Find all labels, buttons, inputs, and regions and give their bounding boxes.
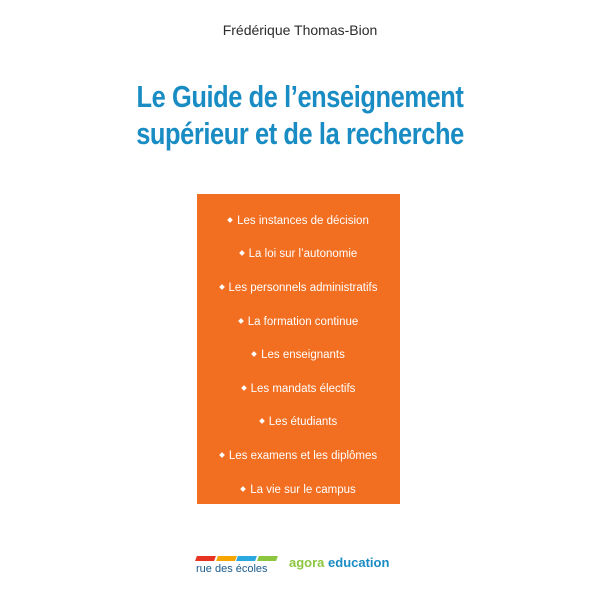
topic-item: [197, 204, 400, 238]
bullet-diamond-icon: [219, 452, 225, 458]
publisher-name: rue des écoles: [196, 563, 268, 575]
topic-label: La loi sur l’autonomie: [248, 248, 358, 261]
topic-item: [197, 372, 400, 406]
topic-item: [197, 305, 400, 339]
topic-label: Les examens et les diplômes: [228, 449, 378, 462]
topic-item: [197, 238, 400, 272]
bullet-diamond-icon: [241, 385, 247, 391]
publisher-logo-rue-des-ecoles: [196, 556, 276, 575]
topic-label: La formation continue: [247, 315, 359, 328]
topics-panel: [197, 194, 400, 504]
topic-item: [197, 439, 400, 473]
color-bars-icon: [196, 556, 276, 561]
topic-label: Les enseignants: [261, 349, 345, 362]
book-title: [54, 78, 546, 152]
color-bar: [236, 556, 256, 561]
bullet-diamond-icon: [238, 318, 244, 324]
topic-label: Les instances de décision: [237, 214, 369, 227]
publisher-word-education: education: [328, 555, 390, 570]
topic-label: Les étudiants: [268, 416, 338, 429]
topic-label: Les mandats électifs: [250, 382, 356, 395]
bullet-diamond-icon: [259, 419, 265, 425]
title-line-1: Le Guide de l’enseignement: [136, 79, 464, 114]
bullet-diamond-icon: [251, 351, 257, 357]
bullet-diamond-icon: [239, 251, 245, 257]
title-line-2: supérieur et de la recherche: [136, 116, 464, 151]
color-bar: [195, 556, 215, 561]
bullet-diamond-icon: [227, 217, 233, 223]
topic-item: [197, 406, 400, 440]
publisher-logo-agora-education: [289, 555, 389, 570]
bullet-diamond-icon: [219, 284, 225, 290]
bullet-diamond-icon: [240, 486, 246, 492]
publisher-word-agora: agora: [289, 555, 325, 570]
topic-item: [197, 338, 400, 372]
topic-label: La vie sur le campus: [250, 483, 356, 496]
author-name: Frédérique Thomas-Bion: [222, 22, 378, 38]
topic-item: [197, 271, 400, 305]
topic-item: [197, 473, 400, 507]
topics-list: [197, 204, 400, 506]
color-bar: [257, 556, 277, 561]
color-bar: [216, 556, 236, 561]
topic-label: Les personnels administratifs: [228, 281, 378, 294]
